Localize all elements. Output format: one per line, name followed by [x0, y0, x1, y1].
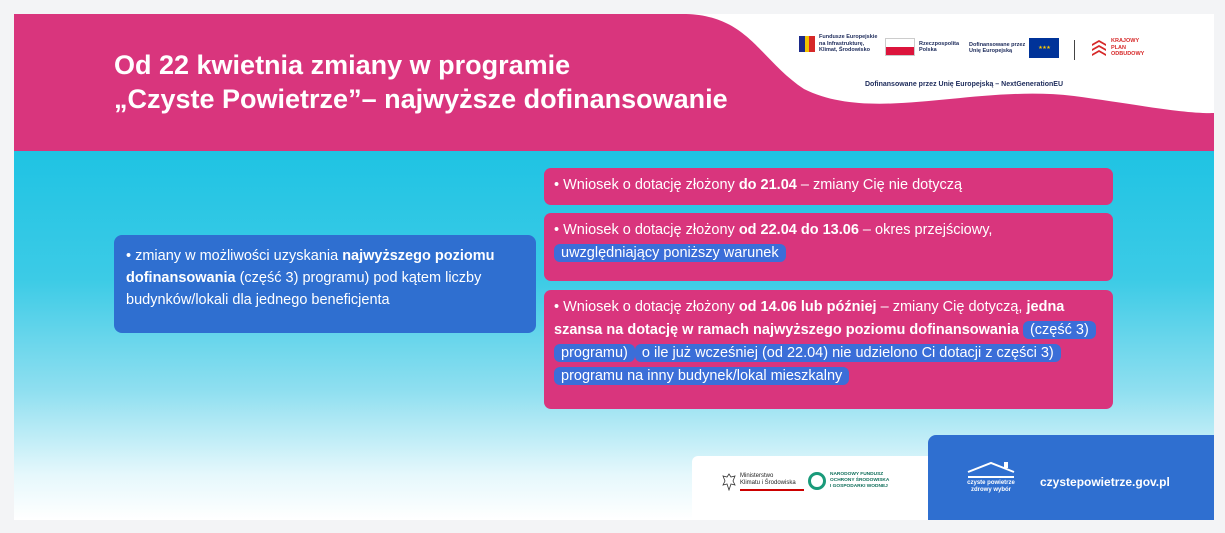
ministry-logo: Ministerstwo Klimatu i Środowiska [722, 473, 804, 491]
info-box-changes: • zmiany w możliwości uzyskania najwyższego poziomu dofinansowania (część 3) programu) pod kątem liczby budynków/lokali dla jednego beneficjenta [114, 235, 536, 333]
eu-funding-line: Dofinansowane przez Unię Europejską – NextGenerationEU [865, 81, 1063, 88]
website-link[interactable]: czystepowietrze.gov.pl [1040, 475, 1170, 489]
kpo-logo: KRAJOWY PLAN ODBUDOWY [1091, 38, 1144, 58]
rzeczpospolita-logo: Rzeczpospolita Polska [885, 38, 959, 56]
eagle-icon [722, 473, 736, 491]
eu-funded-logo: Dofinansowane przez Unię Europejską ★★★ [969, 38, 1059, 58]
nfosigw-logo: NARODOWY FUNDUSZ OCHRONY ŚRODOWISKA I GOSPODARKI WODNEJ [808, 472, 889, 490]
eu-flag-icon: ★★★ [1029, 38, 1059, 58]
house-icon [964, 460, 1018, 480]
fundusze-europejskie-logo: Fundusze Europejskie na Infrastrukturę, Klimat, Środowisko [799, 34, 877, 54]
highlight-part3: (część 3) programu) [554, 321, 1096, 362]
title-line-1: Od 22 kwietnia zmiany w programie [114, 50, 571, 80]
info-box-transition-period: • Wniosek o dotację złożony od 22.04 do 13.06 – okres przejściowy, uwzględniający poniższy warunek [544, 213, 1113, 281]
banner [14, 14, 1214, 520]
program-logo-panel [928, 435, 1214, 520]
nfosigw-circle-icon [808, 472, 826, 490]
info-box-until-2104: • Wniosek o dotację złożony do 21.04 – zmiany Cię nie dotyczą [544, 168, 1113, 205]
info-box-from-1406: • Wniosek o dotację złożony od 14.06 lub później – zmiany Cię dotyczą, jedna szansa na dotację w ramach najwyższego poziomu dofinansowania (część 3) programu) o ile już wcześniej (od 22.04) nie udzielono Ci dotacji z części 3) programu na inny budynek/lokal mieszkalny [544, 290, 1113, 409]
logo-divider [1074, 40, 1075, 60]
kpo-mark-icon [1091, 39, 1107, 57]
highlight-condition: uwzględniający poniższy warunek [554, 244, 786, 262]
partners-logo-panel [692, 456, 932, 520]
polish-flag-icon [885, 38, 915, 56]
fe-stars-icon [799, 34, 815, 54]
funding-logos [799, 34, 1199, 94]
title-line-2: „Czyste Powietrze”– najwyższe dofinansowanie [114, 84, 728, 114]
czyste-powietrze-logo: czyste powietrze zdrowy wybór [964, 460, 1018, 500]
page-title [114, 48, 754, 116]
highlight-condition-earlier: o ile już wcześniej (od 22.04) nie udzielono Ci dotacji z części 3) programu na inny budynek/lokal mieszkalny [554, 344, 1061, 385]
